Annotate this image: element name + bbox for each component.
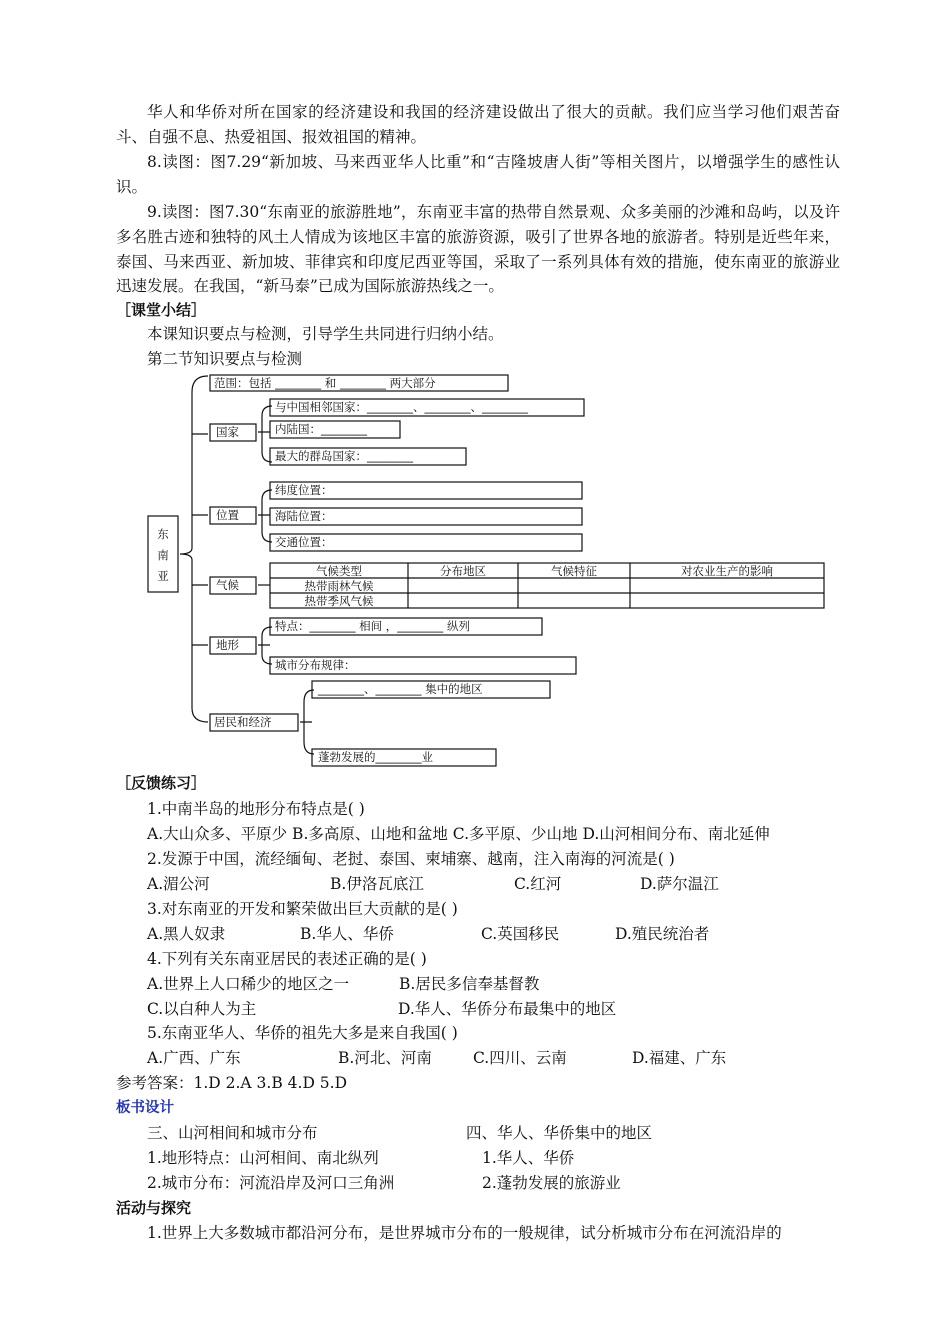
guojia-item-3: 最大的群岛国家：________ bbox=[275, 449, 413, 463]
summary-subtitle: 第二节知识要点与检测 bbox=[147, 350, 303, 368]
paragraph-contribution: 华人和华侨对所在国家的经济建设和我国的经济建设做出了很大的贡献。我们应当学习他们艰苦奋斗、自强不息、热爱祖国、报效祖国的精神。 bbox=[116, 103, 840, 146]
board-left-2: 1.地形特点：山河相间、南北纵列 bbox=[147, 1149, 379, 1167]
board-heading: 板书设计 bbox=[116, 1100, 174, 1116]
question-3: 3.对东南亚的开发和繁荣做出巨大贡献的是( ) bbox=[147, 900, 458, 918]
question-4: 4.下列有关东南亚居民的表述正确的是( ) bbox=[147, 950, 427, 968]
qihou-label: 气候 bbox=[216, 578, 239, 592]
board-right-2: 1.华人、华侨 bbox=[482, 1149, 575, 1167]
q4-option-c: C.以白种人为主 bbox=[147, 1000, 257, 1018]
question-1: 1.中南半岛的地形分布特点是( ) bbox=[147, 800, 365, 818]
practice-heading: ［反馈练习］ bbox=[116, 774, 207, 792]
guojia-item-2: 内陆国：________ bbox=[275, 422, 367, 436]
table-header-agri: 对农业生产的影响 bbox=[681, 564, 773, 578]
board-left-1: 三、山河相间和城市分布 bbox=[147, 1124, 318, 1142]
table-header-feature: 气候特征 bbox=[551, 564, 597, 578]
jumin-label: 居民和经济 bbox=[214, 715, 272, 729]
weizhi-item-2: 海陆位置： bbox=[275, 509, 333, 523]
table-row-monsoon: 热带季风气候 bbox=[304, 594, 374, 608]
weizhi-item-1: 纬度位置： bbox=[275, 483, 333, 497]
q5-option-c: C.四川、云南 bbox=[473, 1049, 567, 1067]
table-header-type: 气候类型 bbox=[316, 564, 362, 578]
jumin-item-1: ________、________ 集中的地区 bbox=[318, 682, 483, 696]
fanwei-text: 范围：包括 ________ 和 ________ 两大部分 bbox=[214, 376, 436, 390]
q2-option-c: C.红河 bbox=[514, 875, 562, 893]
root-label-3: 亚 bbox=[157, 569, 169, 583]
q5-option-d: D.福建、广东 bbox=[632, 1049, 727, 1067]
table-header-region: 分布地区 bbox=[440, 564, 486, 578]
q5-option-a: A.广西、广东 bbox=[147, 1049, 241, 1067]
q4-option-a: A.世界上人口稀少的地区之一 bbox=[147, 975, 350, 993]
question-5: 5.东南亚华人、华侨的祖先大多是来自我国( ) bbox=[147, 1024, 458, 1042]
answer-key: 参考答案：1.D 2.A 3.B 4.D 5.D bbox=[116, 1074, 348, 1092]
q3-option-b: B.华人、华侨 bbox=[300, 925, 394, 943]
question-1-options: A.大山众多、平原少 B.多高原、山地和盆地 C.多平原、少山地 D.山河相间分布、南北延伸 bbox=[147, 825, 770, 843]
q2-option-a: A.湄公河 bbox=[147, 875, 210, 893]
question-2: 2.发源于中国，流经缅甸、老挝、泰国、柬埔寨、越南，注入南海的河流是( ) bbox=[147, 850, 675, 868]
root-label-2: 南 bbox=[157, 548, 169, 562]
board-right-1: 四、华人、华侨集中的地区 bbox=[466, 1124, 653, 1142]
weizhi-label: 位置 bbox=[216, 508, 239, 522]
guojia-label: 国家 bbox=[216, 425, 239, 439]
dixing-item-2: 城市分布规律： bbox=[275, 658, 356, 672]
guojia-item-1: 与中国相邻国家：________、________、________ bbox=[275, 400, 528, 414]
weizhi-item-3: 交通位置： bbox=[275, 535, 333, 549]
dixing-label: 地形 bbox=[216, 638, 239, 652]
summary-heading: ［课堂小结］ bbox=[116, 301, 207, 319]
q3-option-a: A.黑人奴隶 bbox=[147, 925, 226, 943]
board-right-3: 2.蓬勃发展的旅游业 bbox=[482, 1174, 621, 1192]
board-left-3: 2.城市分布：河流沿岸及河口三角洲 bbox=[147, 1174, 395, 1192]
paragraph-read-map-8: 8.读图：图7.29“新加坡、马来西亚华人比重”和“吉隆坡唐人街”等相关图片，以增强学生的感性认识。 bbox=[116, 153, 840, 196]
q2-option-b: B.伊洛瓦底江 bbox=[330, 875, 424, 893]
summary-line: 本课知识要点与检测，引导学生共同进行归纳小结。 bbox=[147, 325, 504, 343]
knowledge-diagram bbox=[140, 372, 840, 772]
q4-option-d: D.华人、华侨分布最集中的地区 bbox=[398, 1000, 617, 1018]
activity-question-1: 1.世界上大多数城市都沿河分布，是世界城市分布的一般规律，试分析城市分布在河流沿岸的 bbox=[147, 1224, 782, 1242]
dixing-item-1: 特点：________ 相间 ，________ 纵列 bbox=[275, 619, 470, 633]
table-row-rainforest: 热带雨林气候 bbox=[304, 579, 374, 593]
q5-option-b: B.河北、河南 bbox=[338, 1049, 432, 1067]
q3-option-d: D.殖民统治者 bbox=[615, 925, 710, 943]
paragraph-read-map-9: 9.读图：图7.30“东南亚的旅游胜地”，东南亚丰富的热带自然景观、众多美丽的沙滩和岛屿，以及许多名胜古迹和独特的风土人情成为该地区丰富的旅游资源，吸引了世界各地的旅游者。特别是近些年来，泰国、马来西亚、新加坡、菲律宾和印度尼西亚等国，采取了一系列具体有效的措施，使东南亚的旅游业迅速发展。在我国，“新马泰”已成为国际旅游热线之一。 bbox=[116, 203, 840, 296]
activity-heading: 活动与探究 bbox=[116, 1199, 192, 1217]
root-label-1: 东 bbox=[157, 527, 169, 541]
q4-option-b: B.居民多信奉基督教 bbox=[399, 975, 540, 993]
q3-option-c: C.英国移民 bbox=[481, 925, 560, 943]
q2-option-d: D.萨尔温江 bbox=[640, 875, 719, 893]
jumin-item-2: 蓬勃发展的________业 bbox=[318, 750, 433, 764]
